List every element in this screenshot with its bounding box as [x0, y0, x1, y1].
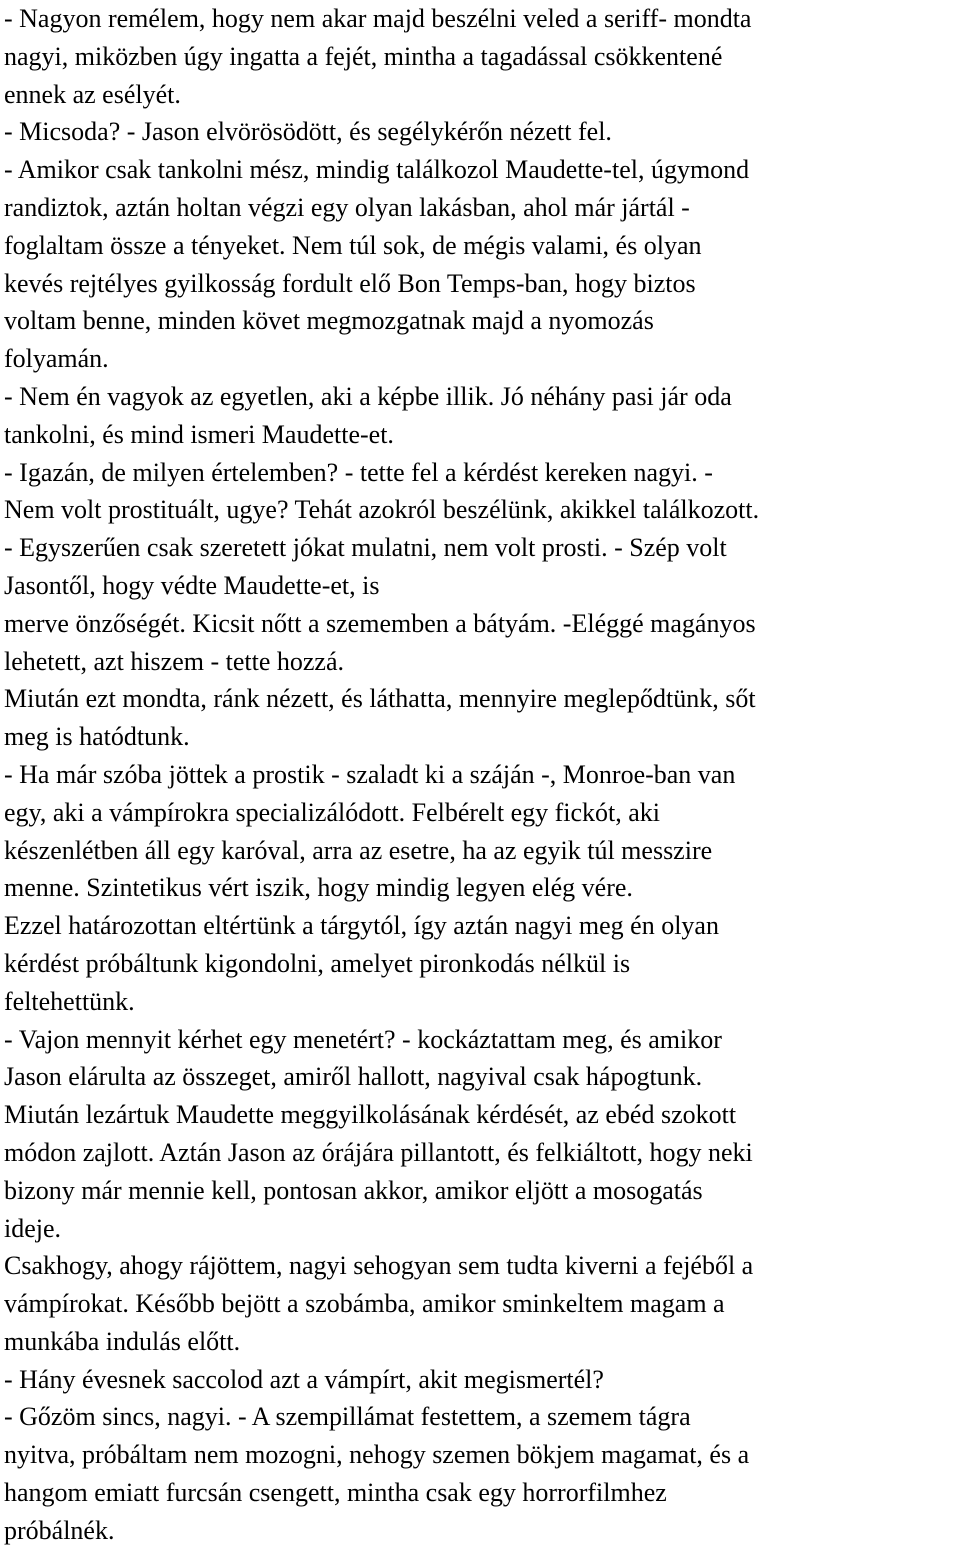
text-line: készenlétben áll egy karóval, arra az esetre, ha az egyik túl messzire: [4, 835, 713, 865]
text-line: - Gőzöm sincs, nagyi. - A szempillámat festettem, a szemem tágra: [4, 1402, 691, 1432]
text-line: Csakhogy, ahogy rájöttem, nagyi sehogyan sem tudta kiverni a fejéből a: [4, 1251, 754, 1281]
text-line: munkába indulás előtt.: [4, 1326, 241, 1356]
text-line: folyamán.: [4, 344, 109, 374]
text-line: randiztok, aztán holtan végzi egy olyan lakásban, ahol már jártál -: [4, 192, 690, 222]
text-line: - Egyszerűen csak szeretett jókat mulatni, nem volt prosti. - Szép volt: [4, 533, 727, 563]
text-line: tankolni, és mind ismeri Maudette-et.: [4, 419, 394, 449]
document-body: [4, 0, 956, 1550]
text-line: Jasontől, hogy védte Maudette-et, is: [4, 570, 380, 600]
text-line: bizony már mennie kell, pontosan akkor, amikor eljött a mosogatás: [4, 1175, 703, 1205]
text-line: kérdést próbáltunk kigondolni, amelyet pironkodás nélkül is: [4, 948, 631, 978]
text-line: kevés rejtélyes gyilkosság fordult elő Bon Temps-ban, hogy biztos: [4, 268, 696, 298]
text-line: ideje.: [4, 1213, 62, 1243]
text-line: ennek az esélyét.: [4, 79, 181, 109]
text-line: - Vajon mennyit kérhet egy menetért? - kockáztattam meg, és amikor: [4, 1024, 722, 1054]
text-line: nyitva, próbáltam nem mozogni, nehogy szemen bökjem magamat, és a: [4, 1440, 750, 1470]
text-line: Ezzel határozottan eltértünk a tárgytól, így aztán nagyi meg én olyan: [4, 911, 719, 941]
text-line: - Amikor csak tankolni mész, mindig találkozol Maudette-tel, úgymond: [4, 155, 750, 185]
text-line: próbálnék.: [4, 1515, 115, 1545]
text-line: Miután lezártuk Maudette meggyilkolásának kérdését, az ebéd szokott: [4, 1100, 737, 1130]
text-line: hangom emiatt furcsán csengett, mintha csak egy horrorfilmhez: [4, 1478, 667, 1508]
text-line: nagyi, miközben úgy ingatta a fejét, mintha a tagadással csökkentené: [4, 41, 723, 71]
text-line: Nem volt prostituált, ugye? Tehát azokról beszélünk, akikkel találkozott.: [4, 495, 760, 525]
text-line: feltehettünk.: [4, 986, 135, 1016]
text-line: voltam benne, minden követ megmozgatnak majd a nyomozás: [4, 306, 654, 336]
text-line: - Igazán, de milyen értelemben? - tette fel a kérdést kereken nagyi. -: [4, 457, 713, 487]
text-line: - Nem én vagyok az egyetlen, aki a képbe illik. Jó néhány pasi jár oda: [4, 381, 732, 411]
text-line: foglaltam össze a tényeket. Nem túl sok, de mégis valami, és olyan: [4, 230, 702, 260]
text-line: meg is hatódtunk.: [4, 722, 190, 752]
text-line: módon zajlott. Aztán Jason az órájára pillantott, és felkiáltott, hogy neki: [4, 1137, 753, 1167]
text-line: lehetett, azt hiszem - tette hozzá.: [4, 646, 344, 676]
text-line: - Nagyon remélem, hogy nem akar majd beszélni veled a seriff- mondta: [4, 4, 752, 33]
text-line: - Ha már szóba jöttek a prostik - szaladt ki a száján -, Monroe-ban van: [4, 759, 736, 789]
text-line: - Hány évesnek saccolod azt a vámpírt, akit megismertél?: [4, 1364, 604, 1394]
text-line: Jason elárulta az összeget, amiről hallott, nagyival csak hápogtunk.: [4, 1062, 703, 1092]
text-line: menne. Szintetikus vért iszik, hogy mindig legyen elég vére.: [4, 873, 633, 903]
text-line: vámpírokat. Később bejött a szobámba, amikor sminkeltem magam a: [4, 1289, 725, 1319]
text-line: merve önzőségét. Kicsit nőtt a szememben a bátyám. -Eléggé magányos: [4, 608, 756, 638]
text-line: - Micsoda? - Jason elvörösödött, és segélykérőn nézett fel.: [4, 117, 612, 147]
text-line: Miután ezt mondta, ránk nézett, és láthatta, mennyire meglepődtünk, sőt: [4, 684, 756, 714]
text-line: egy, aki a vámpírokra specializálódott. Felbérelt egy fickót, aki: [4, 797, 661, 827]
